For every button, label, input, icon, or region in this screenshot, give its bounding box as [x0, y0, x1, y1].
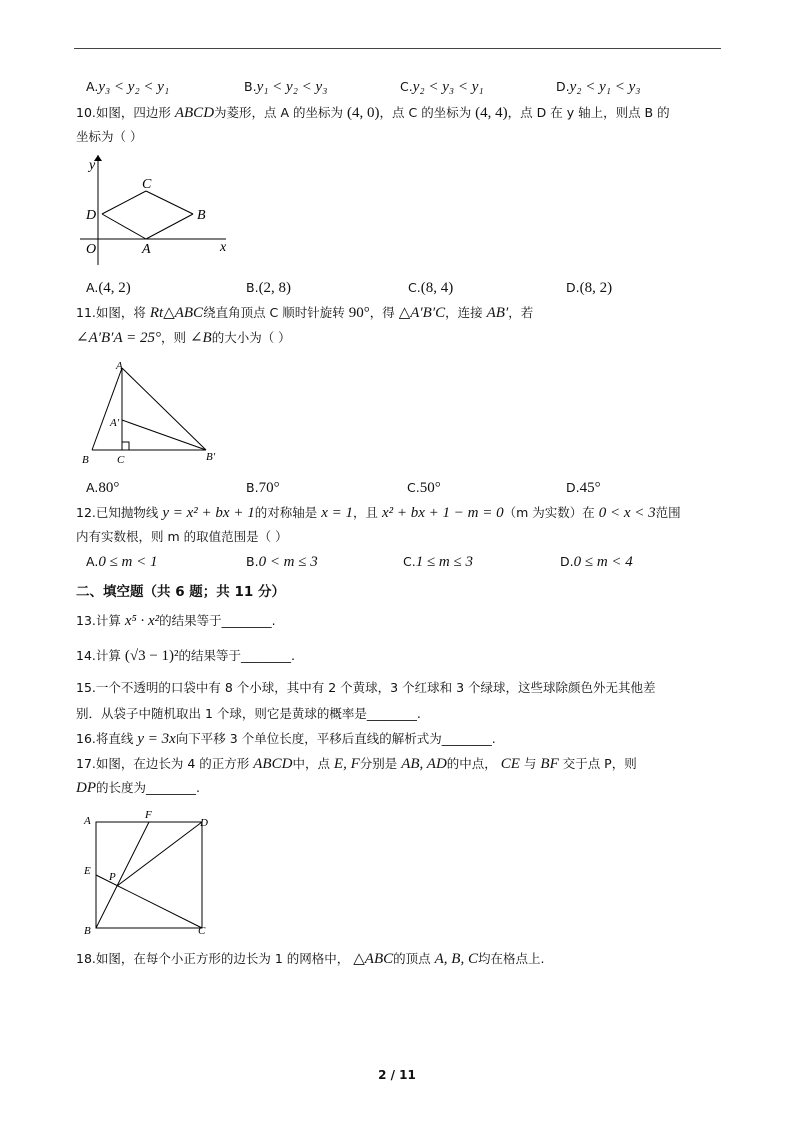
q17-fig-label-f: F: [145, 809, 152, 821]
q17-fig-label-c: C: [198, 925, 206, 937]
q11-fig-label-b-prime: B′: [206, 451, 216, 463]
q10-fig-label-a: A: [142, 242, 151, 257]
q10-fig-label-b: B: [197, 208, 206, 223]
q12-stem-line1: 12.已知抛物线 y = x² + bx + 1的对称轴是 x = 1，且 x² + bx + 1 − m = 0（m 为实数）在 0 < x < 3范围: [76, 505, 681, 521]
q17-square-figure: [80, 808, 220, 938]
q9-option-a: A.y₃ < y₂ < y₁: [86, 79, 170, 95]
q10-option-c: C.(8, 4): [408, 280, 454, 296]
q17-line1: 17.如图，在边长为 4 的正方形 ABCD中，点 E, F分别是 AB, AD的中点， CE 与 BF 交于点 P，则: [76, 756, 637, 772]
q13: 13.计算 x⁵ · x²的结果等于________.: [76, 613, 276, 629]
q17-fig-label-p: P: [109, 871, 116, 883]
q12-option-b: B.0 < m ≤ 3: [246, 554, 318, 570]
header-rule: [74, 48, 721, 49]
q18: 18.如图，在每个小正方形的边长为 1 的网格中， △ABC的顶点 A, B, C均在格点上.: [76, 951, 545, 967]
q9-option-b: B.y₁ < y₂ < y₃: [244, 79, 328, 95]
q10-option-a: A.(4, 2): [86, 280, 131, 296]
q11-fig-label-c: C: [117, 454, 125, 466]
q10-option-b: B.(2, 8): [246, 280, 292, 296]
q11-rotation-figure: [78, 360, 228, 470]
q10-fig-label-c: C: [142, 177, 152, 192]
q11-option-b: B.70°: [246, 480, 280, 496]
q10-fig-label-d: D: [86, 208, 97, 223]
q16: 16.将直线 y = 3x向下平移 3 个单位长度，平移后直线的解析式为________.: [76, 731, 496, 747]
q11-option-c: C.50°: [407, 480, 441, 496]
q14: 14.计算 (√3 − 1)²的结果等于________.: [76, 648, 296, 664]
q11-option-d: D.45°: [566, 480, 601, 496]
q12-option-c: C.1 ≤ m ≤ 3: [403, 554, 474, 570]
q15-line1: 15.一个不透明的口袋中有 8 个小球，其中有 2 个黄球，3 个红球和 3 个绿球，这些球除颜色外无其他差: [76, 680, 656, 695]
q11-fig-label-a: A: [116, 360, 123, 372]
q11-stem-line2: ∠A′B′A = 25°，则 ∠B的大小为（ ）: [76, 330, 291, 346]
q12-option-a: A.0 ≤ m < 1: [86, 554, 158, 570]
q10-fig-label-x: x: [220, 240, 227, 255]
q10-rhombus-figure: [76, 155, 236, 265]
q10-stem-line2: 坐标为（ ）: [76, 129, 143, 144]
q15-line2: 别．从袋子中随机取出 1 个球，则它是黄球的概率是________.: [76, 706, 421, 721]
q11-fig-label-a-prime: A′: [110, 417, 120, 429]
q17-line2: DP的长度为________.: [76, 780, 200, 796]
q10-stem-line1: 10.如图，四边形 ABCD为菱形，点 A 的坐标为 (4, 0)，点 C 的坐标为 (4, 4)，点 D 在 y 轴上，则点 B 的: [76, 105, 670, 121]
q11-stem-line1: 11.如图，将 Rt△ABC绕直角顶点 C 顺时针旋转 90°，得 △A′B′C，连接 AB′，若: [76, 305, 534, 321]
section-heading-fill-in: 二、填空题（共 6 题；共 11 分）: [76, 584, 285, 600]
q9-option-c: C.y₂ < y₃ < y₁: [400, 79, 484, 95]
q11-option-a: A.80°: [86, 480, 120, 496]
q9-option-d: D.y₂ < y₁ < y₃: [556, 79, 641, 95]
q17-fig-label-e: E: [84, 865, 91, 877]
q17-fig-label-a: A: [84, 815, 91, 827]
q12-option-d: D.0 ≤ m < 4: [560, 554, 633, 570]
q12-stem-line2: 内有实数根，则 m 的取值范围是（ ）: [76, 529, 288, 544]
q17-fig-label-b: B: [84, 925, 91, 937]
page-number: 2 / 11: [378, 1068, 416, 1082]
q17-fig-label-d: D: [200, 817, 208, 829]
q11-fig-label-b: B: [82, 454, 89, 466]
q10-fig-label-y: y: [89, 158, 96, 173]
q10-option-d: D.(8, 2): [566, 280, 613, 296]
q10-fig-label-o: O: [86, 242, 97, 257]
